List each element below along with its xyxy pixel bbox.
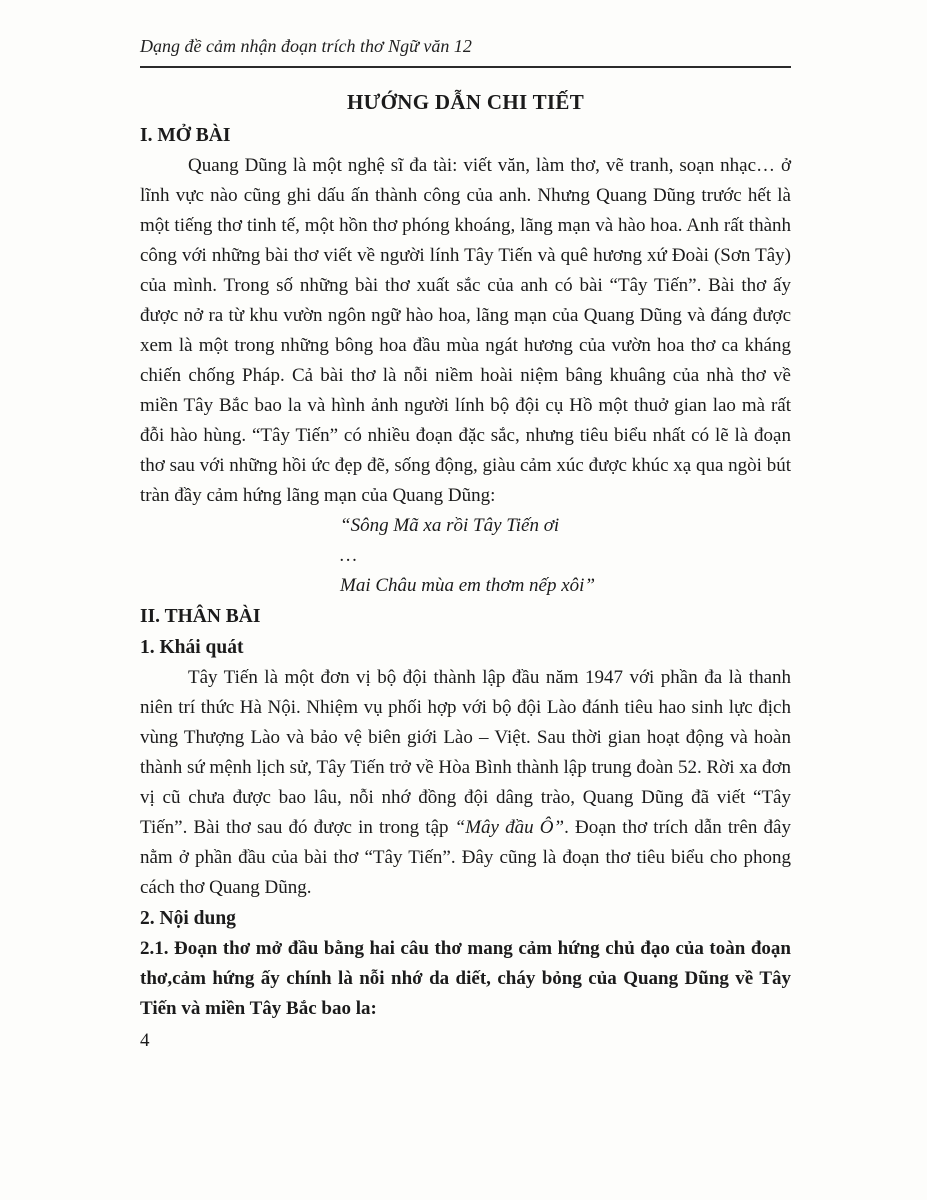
poem-line-ellipsis: … [340,545,357,566]
running-header-text: Dạng đề cảm nhận đoạn trích thơ Ngữ văn 12 [140,36,472,56]
book-title-may-dau-o: “Mây đầu Ô” [454,817,565,838]
header-rule [140,66,791,68]
document-title: HƯỚNG DẪN CHI TIẾT [346,90,584,114]
page-number: 4 [140,1030,150,1051]
poem-line-2: Mai Châu mùa em thơm nếp xôi” [340,575,596,596]
heading-mo-bai: I. MỞ BÀI [140,125,231,146]
poem-line-1: “Sông Mã xa rồi Tây Tiến ơi [340,515,560,536]
heading-2-1: 2.1. Đoạn thơ mở đầu bằng hai câu thơ mang cảm hứng chủ đạo của toàn đoạn thơ,cảm hứng ấy chính là nỗi nhớ da diết, cháy bỏng của Quang Dũng về Tây Tiến và miền Tây Bắc bao la: [140,938,791,1019]
page-header [140,34,791,68]
heading-noi-dung: 2. Nội dung [140,908,236,929]
paragraph-khai-quat [140,663,791,903]
heading-khai-quat: 1. Khái quát [140,637,244,658]
poem-quote [340,511,791,601]
paragraph-intro: Quang Dũng là một nghệ sĩ đa tài: viết văn, làm thơ, vẽ tranh, soạn nhạc… ở lĩnh vực nào cũng ghi dấu ấn thành công của anh. Nhưng Quang Dũng trước hết là một tiếng thơ tinh tế, một hồn thơ phóng khoáng, lãng mạn và hào hoa. Anh rất thành công với những bài thơ viết về người lính Tây Tiến và quê hương xứ Đoài (Sơn Tây) của mình. Trong số những bài thơ xuất sắc của anh có bài “Tây Tiến”. Bài thơ ấy được nở ra từ khu vườn ngôn ngữ hào hoa, lãng mạn của Quang Dũng và đáng được xem là một trong những bông hoa đầu mùa ngát hương của vườn hoa thơ ca kháng chiến chống Pháp. Cả bài thơ là nỗi niềm hoài niệm bâng khuâng của nhà thơ về miền Tây Bắc bao la và hình ảnh người lính bộ đội cụ Hồ một thuở gian lao mà rất đỗi hào hùng. “Tây Tiến” có nhiều đoạn đặc sắc, nhưng tiêu biểu nhất có lẽ là đoạn thơ sau với những hồi ức đẹp đẽ, sống động, giàu cảm xúc được khúc xạ qua ngòi bút tràn đầy cảm hứng lãng mạn của Quang Dũng: [140,155,791,506]
paragraph-khai-quat-text-2: . Đoạn thơ trích dẫn trên đây nằm ở phần đầu của bài thơ “Tây Tiến”. Đây cũng là đoạn thơ tiêu biểu cho phong cách thơ Quang Dũng. [140,817,791,898]
paragraph-khai-quat-text-1: Tây Tiến là một đơn vị bộ đội thành lập đầu năm 1947 với phần đa là thanh niên trí thức Hà Nội. Nhiệm vụ phối hợp với bộ đội Lào đánh tiêu hao sinh lực địch vùng Thượng Lào và bảo vệ biên giới Lào – Việt. Sau thời gian hoạt động và hoàn thành sứ mệnh lịch sử, Tây Tiến trở về Hòa Bình thành lập trung đoàn 52. Rời xa đơn vị cũ chưa được bao lâu, nỗi nhớ đồng đội dâng trào, Quang Dũng đã viết “Tây Tiến”. Bài thơ sau đó được in trong tập [140,667,791,838]
heading-than-bai: II. THÂN BÀI [140,606,261,627]
